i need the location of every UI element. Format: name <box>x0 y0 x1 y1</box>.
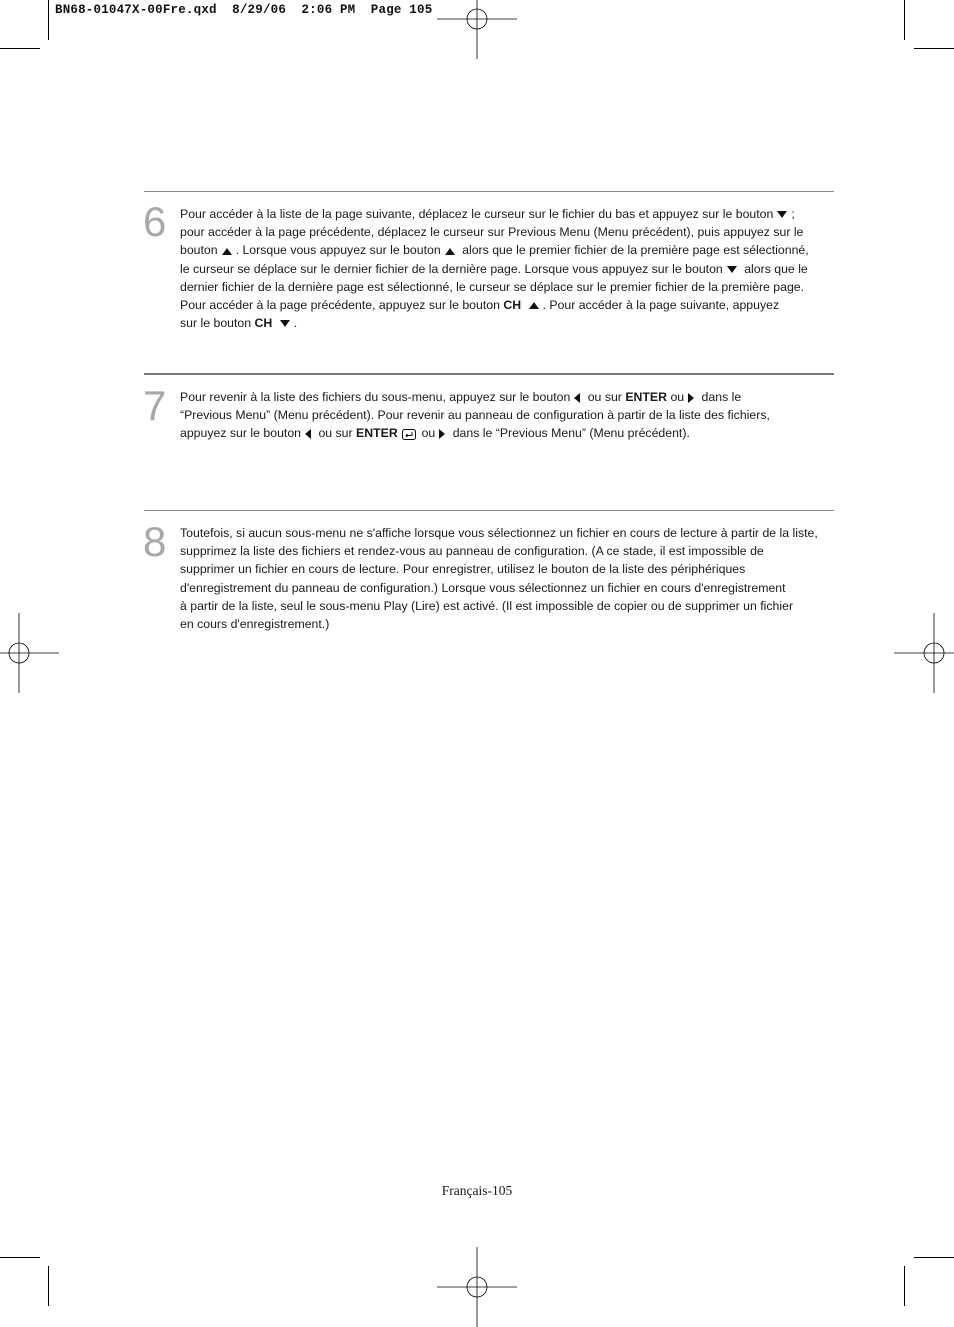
down-arrow-icon <box>280 320 290 327</box>
step-number: 7 <box>143 382 167 429</box>
text-run: appuyez sur le bouton <box>180 426 302 441</box>
text-run: ou <box>670 390 685 404</box>
up-arrow-icon <box>222 248 232 255</box>
text-line <box>180 424 770 442</box>
up-arrow-icon <box>529 302 539 309</box>
text-run: Pour accéder à la page précédente, appuyez sur le bouton <box>180 298 500 313</box>
crop-mark-tr-h <box>914 48 954 49</box>
text-run: Pour accéder à la liste de la page suivante, déplacez le curseur sur le fichier du bas et appuyez sur le bouton <box>180 207 774 221</box>
text-line <box>180 542 818 560</box>
text-line <box>180 241 809 259</box>
registration-mark-right-icon <box>894 613 954 693</box>
down-arrow-icon <box>727 266 737 273</box>
text-run: d'enregistrement du panneau de configuration.) Lorsque vous sélectionnez un fichier en cours d'enregistrement <box>180 580 786 595</box>
section-divider <box>144 373 834 375</box>
text-run: dans le <box>701 390 742 404</box>
text-line <box>180 615 818 633</box>
left-arrow-icon <box>574 393 580 403</box>
text-run: pour accéder à la page précédente, déplacez le curseur sur Previous Menu (Menu précédent), puis appuyez sur le <box>180 225 804 240</box>
slug-date: 8/29/06 <box>232 3 287 17</box>
crop-mark-tl-v <box>48 0 49 40</box>
text-line <box>180 205 809 223</box>
crop-mark-bl-h <box>0 1257 40 1258</box>
crop-mark-tr-v <box>904 0 905 40</box>
right-arrow-icon <box>688 393 694 403</box>
up-arrow-icon <box>445 248 455 255</box>
crop-mark-tl-h <box>0 48 40 49</box>
text-line <box>180 597 818 615</box>
text-line <box>180 524 818 542</box>
text-run: . <box>293 316 298 331</box>
text-line <box>180 579 818 597</box>
crop-mark-br-h <box>914 1257 954 1258</box>
slug-page: Page 105 <box>370 3 433 17</box>
text-line <box>180 223 809 241</box>
registration-mark-bottom-icon <box>437 1247 517 1327</box>
text-run: à partir de la liste, seul le sous-menu Play (Lire) est activé. (Il est impossible de copier ou de supprimer un fichier <box>180 598 794 613</box>
text-line <box>180 406 770 424</box>
crop-mark-bl-v <box>48 1266 49 1306</box>
crop-mark-br-v <box>904 1266 905 1306</box>
text-run: Pour revenir à la liste des fichiers du sous-menu, appuyez sur le bouton <box>180 390 571 404</box>
text-run: supprimer un fichier en cours de lecture. Pour enregistrer, utilisez le bouton de la liste des périphériques <box>180 562 746 577</box>
step-number: 8 <box>143 518 167 565</box>
step-7-text <box>180 388 770 443</box>
text-run: “Previous Menu” (Menu précédent). Pour revenir au panneau de configuration à partir de la liste des fichiers, <box>180 408 770 423</box>
text-run: ou sur <box>587 390 622 404</box>
text-run: sur le bouton <box>180 316 252 331</box>
registration-mark-left-icon <box>0 613 59 693</box>
text-line <box>180 296 809 314</box>
step-number: 6 <box>143 198 167 245</box>
button-key-label: CH <box>254 316 273 331</box>
page-number: Français-105 <box>441 1183 513 1198</box>
step-8-text <box>180 524 818 633</box>
section-divider <box>144 510 834 511</box>
text-run: supprimez la liste des fichiers et rendez-vous au panneau de configuration. (A ce stade, il est impossible de <box>180 544 764 559</box>
text-run: en cours d'enregistrement.) <box>180 617 330 632</box>
registration-mark-top-icon <box>437 0 517 59</box>
text-line <box>180 260 809 278</box>
text-run: alors que le premier fichier de la première page est sélectionné, <box>462 243 809 258</box>
text-run: ou <box>421 426 436 441</box>
text-line <box>180 388 770 406</box>
text-run: ; <box>791 207 795 221</box>
slug-filename: BN68-01047X-00Fre.qxd <box>55 3 217 17</box>
text-run: bouton <box>180 243 218 258</box>
text-run: ou sur <box>318 426 353 441</box>
step-6-text <box>180 205 809 332</box>
enter-icon <box>402 429 416 440</box>
section-divider <box>144 191 834 192</box>
text-line <box>180 560 818 578</box>
down-arrow-icon <box>777 211 787 218</box>
print-slug <box>55 3 432 17</box>
left-arrow-icon <box>305 429 311 439</box>
text-line <box>180 314 809 332</box>
text-run: alors que le <box>744 261 808 276</box>
text-run: dans le “Previous Menu” (Menu précédent). <box>452 426 690 441</box>
text-run: le curseur se déplace sur le dernier fichier de la dernière page. Lorsque vous appuyez sur le bouton <box>180 261 723 276</box>
button-key-label: ENTER <box>625 390 668 404</box>
text-run: dernier fichier de la dernière page est sélectionné, le curseur se déplace sur le premier fichier de la première page. <box>180 279 805 294</box>
text-run: Toutefois, si aucun sous-menu ne s'affiche lorsque vous sélectionnez un fichier en cours de lecture à partir de la liste, <box>180 526 818 540</box>
slug-time: 2:06 PM <box>301 3 356 17</box>
text-run: . Lorsque vous appuyez sur le bouton <box>235 243 441 258</box>
right-arrow-icon <box>439 429 445 439</box>
button-key-label: CH <box>503 298 522 313</box>
button-key-label: ENTER <box>356 426 398 441</box>
text-run: . Pour accéder à la page suivante, appuyez <box>542 298 780 313</box>
text-line <box>180 278 809 296</box>
